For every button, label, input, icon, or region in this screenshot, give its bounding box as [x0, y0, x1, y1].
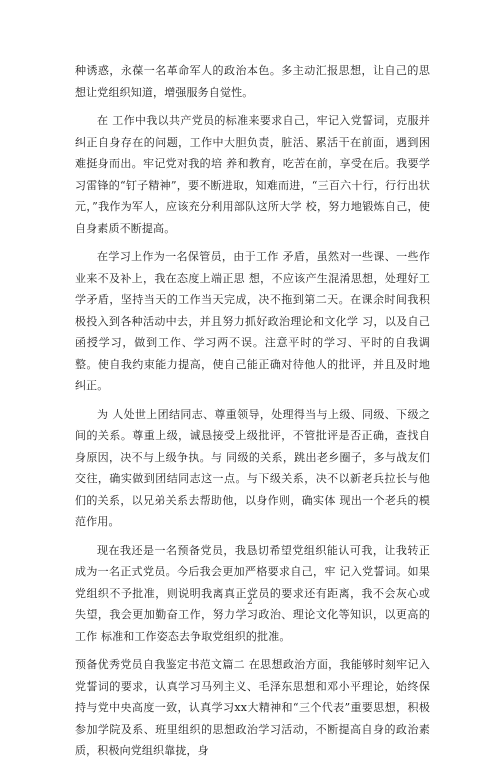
paragraph-1: 种诱惑，永葆一名革命军人的政治本色。多主动汇报思想，让自己的思想让党组织知道，增强服务自觉性。	[75, 64, 430, 99]
paragraph-4: 为 人处世上团结同志、尊重领导，处理得当与上级、同级、下级之间的关系。尊重上级，诚恳接受上级批评，不管批评是否正确，查找自身原因，决不与上级争执。与 同级的关系，跳出老乡圈子，多与战友们交往，确实做到团结同志这一点。与下级关系，决不以新老兵拉长与他们的关系，以兄弟关系去帮助他，以身作则，确实体 现出一个老兵的模范作用。	[75, 407, 430, 528]
paragraph-5: 现在我还是一名预备党员，我恳切希望党组织能认可我，让我转正成为一名正式党员。今后我会更加严格要求自己，牢 记入党誓词。如果党组织不予批准，则说明我离真正党员的要求还有距离，我不会灰心或失望，我会更加勤奋工作，努力学习政治、理论文化等知识，以更高的工作 标准和工作姿态去争取党组织的批准。	[75, 543, 430, 643]
paragraph-2: 在 工作中我以共产党员的标准来要求自己，牢记入党誓词，克服并纠正自身存在的问题，工作中大胆负责，脏活、累活干在前面，遇到困难挺身而出。牢记党对我的培 养和教育，吃苦在前，享受在后。我要学习雷锋的“钉子精神”，要不断进取，知难而进，“三百六十行，行行出状元，”我作为军人，应该充分利用部队这所大学 校，努力地锻炼自己，使自身素质不断提高。	[75, 114, 430, 235]
paragraph-3: 在学习上作为一名保管员，由于工作 矛盾，虽然对一些课、一些作业来不及补上，我在态度上端正思 想，不应该产生混淆思想，处理好工学矛盾，坚持当天的工作当天完成，决不拖到第二天。在课余时间我积极投入到各种活动中去，并且努力抓好政治理论和文化学 习，以及自己函授学习，做到工作、学习两不误。注意平时的学习、平时的自我调整。使自我约束能力提高，使自己能正确对待他人的批评，并且及时地纠正。	[75, 250, 430, 392]
document-body	[75, 60, 430, 769]
paragraph-6: 预备优秀党员自我鉴定书范文篇二 在思想政治方面，我能够时刻牢记入党誓词的要求，认真学习马列主义、毛泽东思想和邓小平理论，始终保持与党中央高度一致，认真学习xx大精神和“三个代表”重要思想，积极参加学院及系、班里组织的思想政治学习活动，不断提高自身的政治素质，积极向党组织靠拢，身	[75, 658, 430, 757]
page-number: 2	[247, 597, 253, 607]
